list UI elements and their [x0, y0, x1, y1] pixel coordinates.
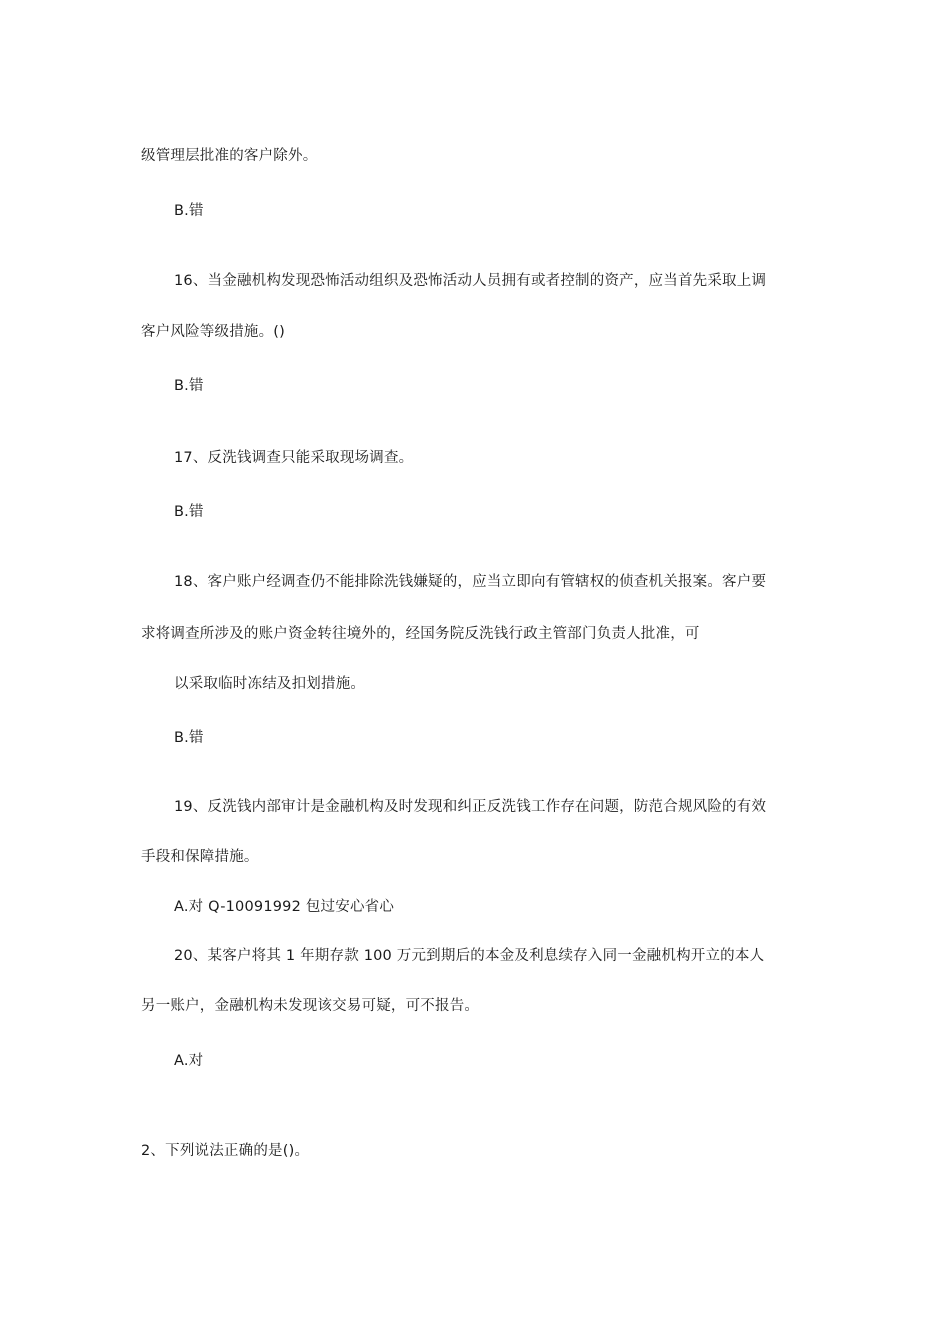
question-16-line-2: 客户风险等级措施。(): [141, 324, 286, 340]
answer-q20: A.对: [174, 1053, 204, 1069]
question-20-line-2: 另一账户，金融机构未发现该交易可疑，可不报告。: [141, 998, 480, 1014]
question-16-line-1: 16、当金融机构发现恐怖活动组织及恐怖活动人员拥有或者控制的资产，应当首先采取上调: [174, 273, 767, 289]
question-19-line-1: 19、反洗钱内部审计是金融机构及时发现和纠正反洗钱工作存在问题，防范合规风险的有效: [174, 799, 767, 815]
question-17: 17、反洗钱调查只能采取现场调查。: [174, 450, 414, 466]
answer-q19: A.对 Q-10091992 包过安心省心: [174, 899, 395, 915]
question-19-line-2: 手段和保障措施。: [141, 849, 259, 865]
question-18-line-2: 求将调查所涉及的账户资金转往境外的，经国务院反洗钱行政主管部门负责人批准，可: [141, 626, 700, 642]
question-20-line-1: 20、某客户将其 1 年期存款 100 万元到期后的本金及利息续存入同一金融机构开立的本人: [174, 948, 765, 964]
question-18-line-1: 18、客户账户经调查仍不能排除洗钱嫌疑的，应当立即向有管辖权的侦查机关报案。客户要: [174, 574, 767, 590]
answer-q18: B.错: [174, 730, 204, 746]
answer-q16: B.错: [174, 378, 204, 394]
section-2-heading: 2、下列说法正确的是()。: [141, 1143, 310, 1159]
answer-q15: B.错: [174, 203, 204, 219]
answer-q17: B.错: [174, 504, 204, 520]
question-18-line-3: 以采取临时冻结及扣划措施。: [174, 676, 366, 692]
text-line-continuation: 级管理层批准的客户除外。: [141, 148, 318, 164]
